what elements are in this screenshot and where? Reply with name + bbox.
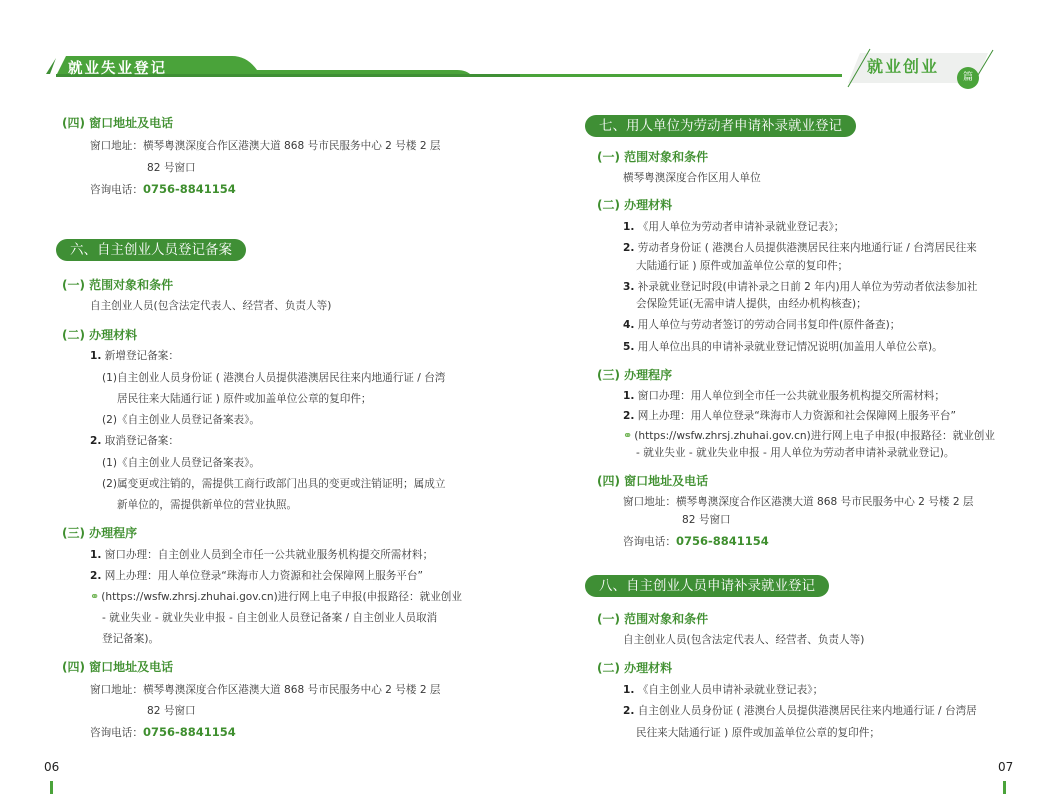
list-item [623, 318, 900, 332]
phone-number: 0756-8841154 [142, 182, 236, 196]
item-number: 1. [623, 684, 635, 696]
scope-text: 自主创业人员(包含法定代表人、经营者、负责人等) [90, 300, 332, 312]
item-number: 1. [623, 221, 635, 233]
list-item [90, 434, 179, 448]
list-subitem-cont: 新单位的，需提供新单位的营业执照。 [117, 499, 298, 511]
page-number-right: 07 [998, 760, 1014, 774]
url-line[interactable] [90, 590, 462, 604]
phone-line [90, 182, 236, 197]
section-heading: (四) 窗口地址及电话 [597, 474, 709, 488]
item-number: 2. [623, 410, 635, 422]
section-heading: (一) 范围对象和条件 [62, 278, 174, 292]
address-line-2: 82 号窗口 [147, 162, 196, 174]
list-item-cont: 会保险凭证(无需申请人提供，由经办机构核查)； [636, 298, 867, 310]
item-number: 4. [623, 319, 635, 331]
phone-line [90, 725, 236, 740]
header-title: 就业失业登记 [68, 61, 167, 77]
section-heading: (二) 办理材料 [62, 328, 138, 342]
item-number: 1. [90, 549, 102, 561]
phone-number: 0756-8841154 [142, 725, 236, 739]
list-item [623, 389, 945, 403]
list-item-cont: 民往来大陆通行证 ) 原件或加盖单位公章的复印件； [636, 727, 880, 739]
address-line [90, 139, 441, 153]
header-line [520, 74, 842, 77]
section-heading: (三) 办理程序 [62, 526, 138, 540]
address-label: 窗口地址： [90, 684, 143, 696]
address-line-2: 82 号窗口 [682, 514, 731, 526]
phone-label: 咨询电话： [623, 536, 676, 548]
item-number: 3. [623, 281, 635, 293]
list-subitem-cont: 居民往来大陆通行证 ) 原件或加盖单位公章的复印件； [117, 393, 372, 405]
list-item [90, 569, 423, 583]
item-text: 窗口办理：用人单位到全市任一公共就业服务机构提交所需材料； [637, 390, 945, 402]
item-text: 《用人单位为劳动者申请补录就业登记表》； [637, 221, 845, 233]
item-number: 1. [90, 350, 102, 362]
address-line [90, 683, 441, 697]
url-text[interactable]: (https://wsfw.zhrsj.zhuhai.gov.cn)进行网上电子申报(申报路径：就业创业 [101, 591, 462, 603]
list-item [90, 349, 179, 363]
section-heading: (四) 窗口地址及电话 [62, 660, 174, 674]
list-item [623, 340, 943, 354]
phone-label: 咨询电话： [90, 727, 143, 739]
item-text: 劳动者身份证 ( 港澳台人员提供港澳居民往来内地通行证 / 台湾居民往来 [637, 242, 977, 254]
item-number: 2. [90, 570, 102, 582]
list-item [90, 548, 433, 562]
item-text: 新增登记备案： [104, 350, 179, 362]
section-title-pill: 六、自主创业人员登记备案 [56, 239, 246, 261]
phone-label: 咨询电话： [90, 184, 143, 196]
path-line: - 就业失业 - 就业失业申报 - 用人单位为劳动者申请补录就业登记)。 [636, 447, 955, 459]
list-subitem: (1)自主创业人员身份证 ( 港澳台人员提供港澳居民往来内地通行证 / 台湾 [102, 372, 446, 384]
item-number: 5. [623, 341, 635, 353]
right-header [520, 45, 1000, 90]
address-label: 窗口地址： [623, 496, 676, 508]
section-title-pill: 七、用人单位为劳动者申请补录就业登记 [585, 115, 856, 137]
section-heading: (二) 办理材料 [597, 198, 673, 212]
url-line[interactable] [623, 429, 995, 443]
section-title-pill: 八、自主创业人员申请补录就业登记 [585, 575, 829, 597]
path-line: - 就业失业 - 就业失业申报 - 自主创业人员登记备案 / 自主创业人员取消 [102, 612, 438, 624]
phone-line [623, 534, 769, 549]
page-number-left: 06 [44, 760, 60, 774]
left-header [42, 52, 562, 80]
section-heading: (一) 范围对象和条件 [597, 612, 709, 626]
item-text: 自主创业人员身份证 ( 港澳台人员提供港澳居民往来内地通行证 / 台湾居 [637, 705, 977, 717]
item-text: 取消登记备案： [104, 435, 179, 447]
list-item [623, 241, 977, 255]
link-icon: ⚭ [623, 429, 633, 442]
list-subitem: (1)《自主创业人员登记备案表》。 [102, 457, 261, 469]
list-subitem: (2)属变更或注销的，需提供工商行政部门出具的变更或注销证明；属成立 [102, 478, 446, 490]
section-heading: (三) 办理程序 [597, 368, 673, 382]
address-line [623, 495, 974, 509]
list-item [623, 683, 823, 697]
item-text: 网上办理：用人单位登录“珠海市人力资源和社会保障网上服务平台” [104, 570, 423, 582]
list-item [623, 409, 956, 423]
page-marker-left [50, 781, 53, 794]
item-text: 补录就业登记时段(申请补录之日前 2 年内)用人单位为劳动者依法参加社 [637, 281, 978, 293]
item-text: 《自主创业人员申请补录就业登记表》； [637, 684, 824, 696]
address-label: 窗口地址： [90, 140, 143, 152]
section-heading: (四) 窗口地址及电话 [62, 116, 174, 130]
section-heading: (一) 范围对象和条件 [597, 150, 709, 164]
item-number: 2. [623, 242, 635, 254]
address-value: 横琴粤澳深度合作区港澳大道 868 号市民服务中心 2 号楼 2 层 [142, 140, 441, 152]
address-value: 横琴粤澳深度合作区港澳大道 868 号市民服务中心 2 号楼 2 层 [142, 684, 441, 696]
item-text: 网上办理：用人单位登录“珠海市人力资源和社会保障网上服务平台” [637, 410, 956, 422]
item-number: 2. [623, 705, 635, 717]
link-icon: ⚭ [90, 590, 100, 603]
scope-text: 自主创业人员(包含法定代表人、经营者、负责人等) [623, 634, 865, 646]
scope-text: 横琴粤澳深度合作区用人单位 [623, 172, 761, 184]
item-number: 2. [90, 435, 102, 447]
address-line-2: 82 号窗口 [147, 705, 196, 717]
item-number: 1. [623, 390, 635, 402]
list-item [623, 220, 844, 234]
phone-number: 0756-8841154 [675, 534, 769, 548]
address-value: 横琴粤澳深度合作区港澳大道 868 号市民服务中心 2 号楼 2 层 [675, 496, 974, 508]
header-badge: 篇 [957, 67, 979, 89]
path-line: 登记备案)。 [102, 633, 160, 645]
item-text: 用人单位出具的申请补录就业登记情况说明(加盖用人单位公章)。 [637, 341, 943, 353]
item-text: 用人单位与劳动者签订的劳动合同书复印件(原件备查)； [637, 319, 901, 331]
page-marker-right [1003, 781, 1006, 794]
list-item [623, 704, 977, 718]
list-subitem: (2)《自主创业人员登记备案表》。 [102, 414, 261, 426]
list-item-cont: 大陆通行证 ) 原件或加盖单位公章的复印件； [636, 260, 849, 272]
section-heading: (二) 办理材料 [597, 661, 673, 675]
item-text: 窗口办理：自主创业人员到全市任一公共就业服务机构提交所需材料； [104, 549, 434, 561]
list-item [623, 280, 977, 294]
url-text[interactable]: (https://wsfw.zhrsj.zhuhai.gov.cn)进行网上电子申报(申报路径：就业创业 [634, 430, 995, 442]
header-right-title: 就业创业 [867, 57, 940, 76]
